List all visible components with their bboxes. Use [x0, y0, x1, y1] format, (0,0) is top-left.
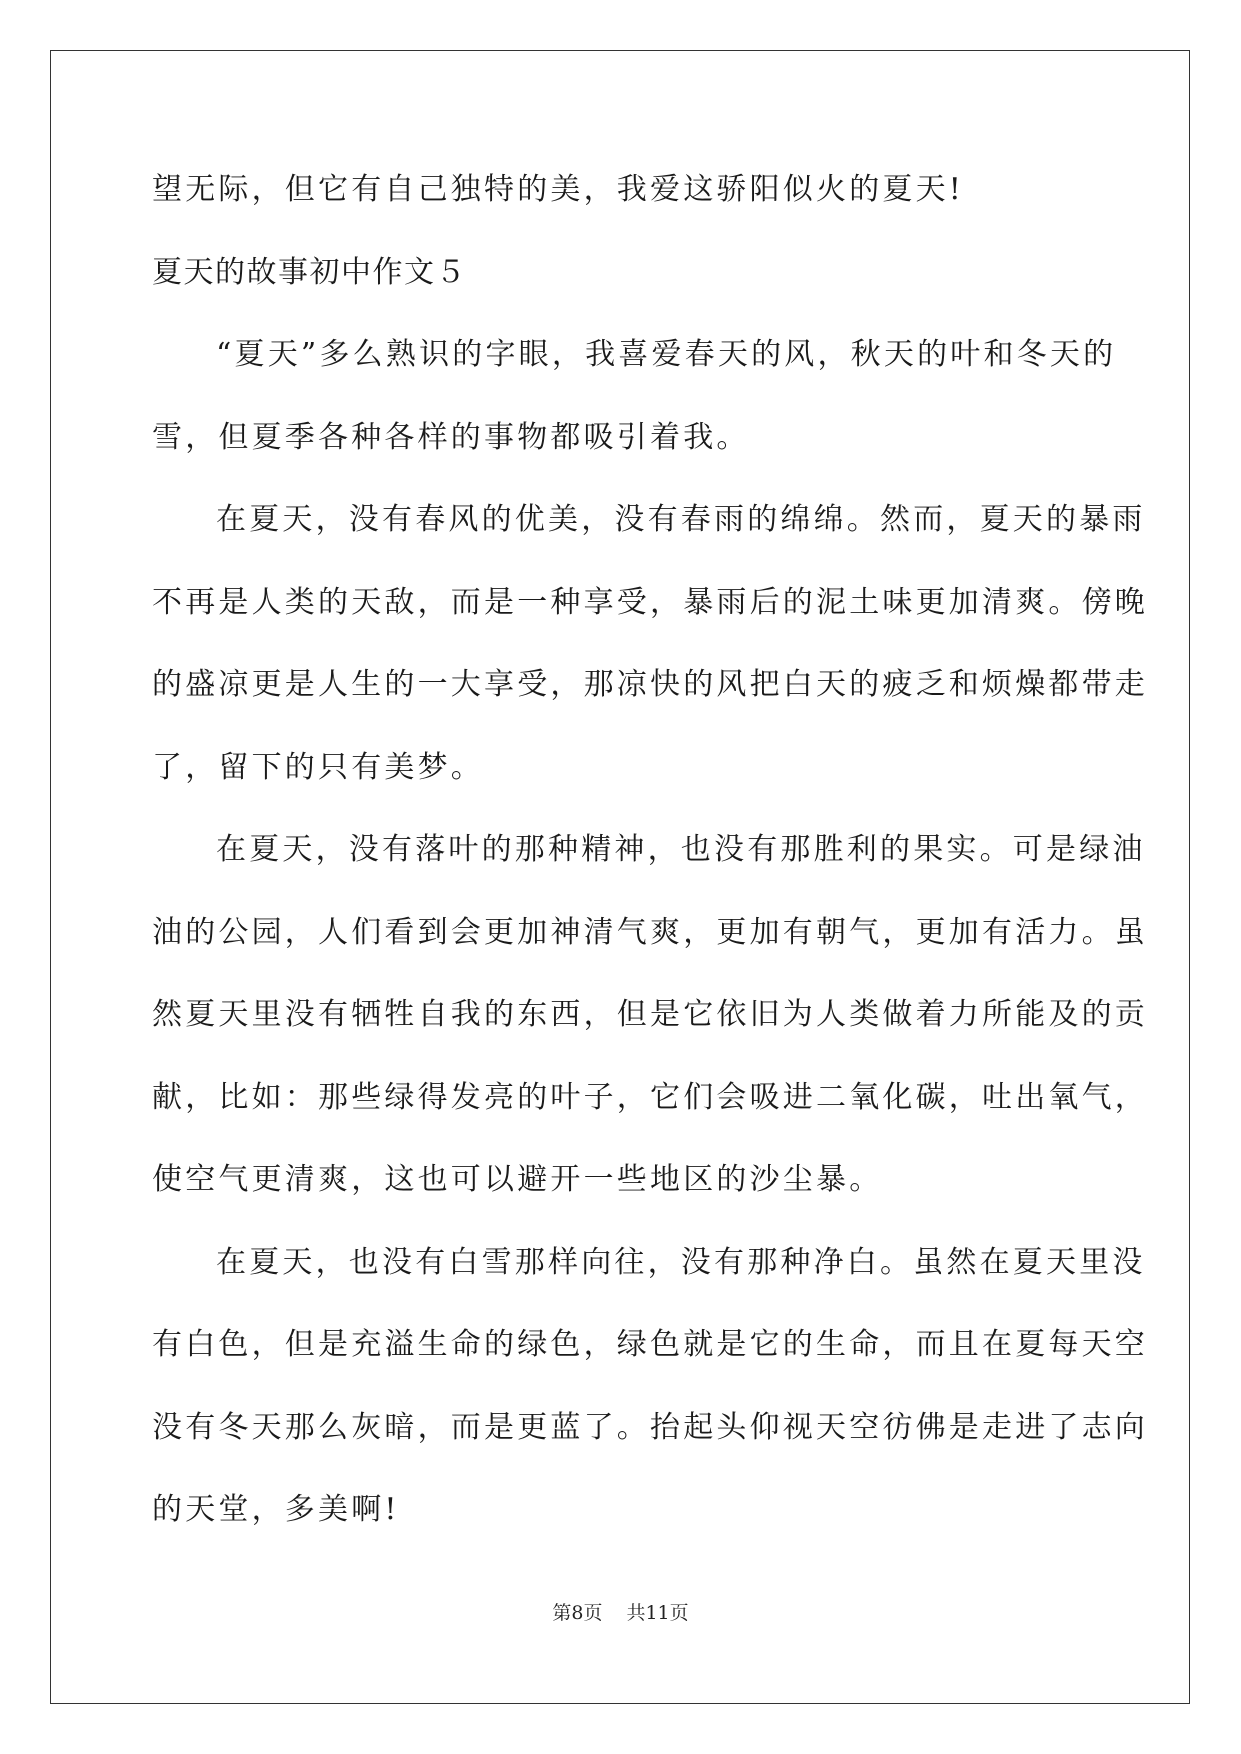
section-heading: 夏天的故事初中作文５ — [152, 254, 467, 290]
paragraph-first-line: 在夏天，也没有白雪那样向往，没有那种净白。虽然在夏天里没 — [216, 1244, 1146, 1280]
text-line: 使空气更清爽，这也可以避开一些地区的沙尘暴。 — [152, 1162, 883, 1197]
text-line: 的天堂，多美啊! — [152, 1492, 400, 1527]
text-line: 的盛凉更是人生的一大享受，那凉快的风把白天的疲乏和烦燥都带走 — [152, 667, 1148, 702]
text-line: 献，比如：那些绿得发亮的叶子，它们会吸进二氧化碳，吐出氧气， — [152, 1079, 1148, 1115]
text-line: 望无际，但它有自己独特的美，我爱这骄阳似火的夏天! — [152, 172, 965, 207]
text-line: 然夏天里没有牺牲自我的东西，但是它依旧为人类做着力所能及的贡 — [152, 997, 1148, 1032]
page-total: 共11页 — [626, 1602, 689, 1624]
paragraph-first-line: “夏天”多么熟识的字眼，我喜爱春天的风，秋天的叶和冬天的 — [216, 337, 1117, 372]
text-line: 了，留下的只有美梦。 — [152, 749, 484, 785]
text-line: 不再是人类的天敌，而是一种享受，暴雨后的泥土味更加清爽。傍晚 — [152, 584, 1148, 620]
text-line: 雪，但夏季各种各样的事物都吸引着我。 — [152, 419, 750, 455]
document-body — [152, 160, 1148, 1563]
page-footer — [0, 1598, 1241, 1625]
text-line: 有白色，但是充溢生命的绿色，绿色就是它的生命，而且在夏每天空 — [152, 1327, 1148, 1362]
paragraph-first-line: 在夏天，没有落叶的那种精神，也没有那胜利的果实。可是绿油 — [216, 832, 1146, 867]
paragraph-first-line: 在夏天，没有春风的优美，没有春雨的绵绵。然而，夏天的暴雨 — [216, 502, 1146, 537]
page-number: 第8页 — [552, 1602, 603, 1624]
text-line: 没有冬天那么灰暗，而是更蓝了。抬起头仰视天空彷佛是走进了志向 — [152, 1409, 1148, 1445]
text-line: 油的公园，人们看到会更加神清气爽，更加有朝气，更加有活力。虽 — [152, 914, 1148, 950]
